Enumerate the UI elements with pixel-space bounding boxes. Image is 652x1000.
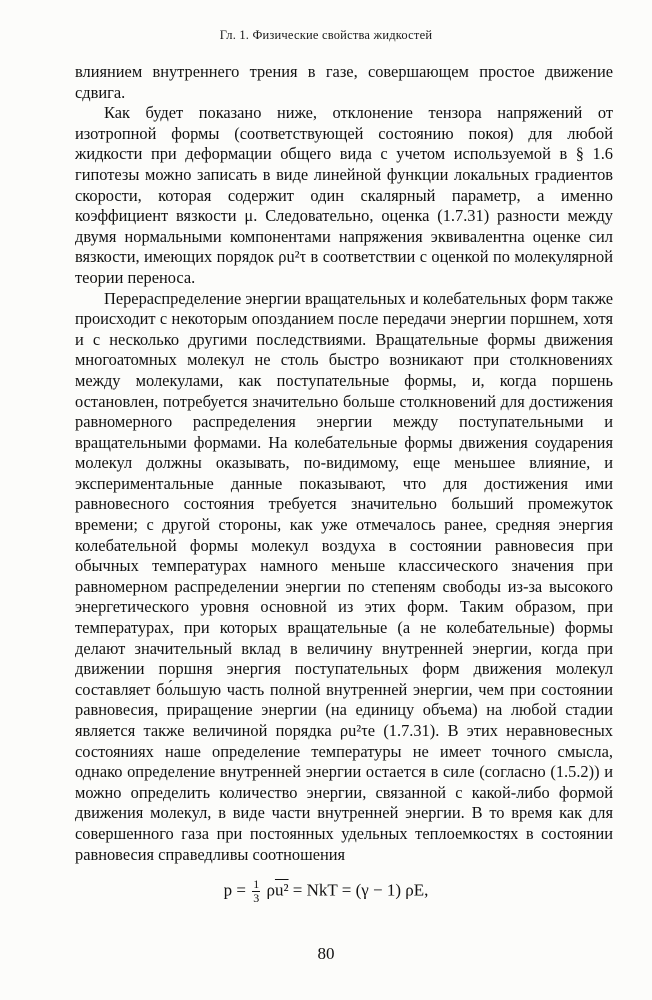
paragraph-1: влиянием внутреннего трения в газе, совершающем простое движение сдвига. bbox=[75, 62, 613, 102]
fraction-numerator: 1 bbox=[253, 877, 260, 891]
formula-lhs: p = bbox=[223, 880, 246, 900]
paragraph-2: Как будет показано ниже, отклонение тензора напряжений от изотропной формы (соответствующей состоянию покоя) для любой жидкости при деформации общего вида с учетом используемой в § 1.6 гипотезы можно записать в виде линейной функции локальных градиентов скорости, которая содержит один скалярный параметр, а именно коэффициент вязкости μ. Следовательно, оценка (1.7.31) разности между двумя нормальными компонентами напряжения эквивалентна оценке сил вязкости, имеющих порядок ρu²τ в соответствии с оценкой по молекулярной теории переноса. bbox=[75, 103, 613, 287]
formula-rhs: = NkT = (γ − 1) ρE, bbox=[288, 880, 429, 900]
running-head: Гл. 1. Физические свойства жидкостей bbox=[219, 28, 433, 42]
formula-rho: ρ bbox=[266, 880, 275, 900]
fraction-denominator: 3 bbox=[253, 891, 260, 905]
paragraph-3: Перераспределение энергии вращательных и колебательных форм также происходит с некоторым опозданием после передачи энергии поршнем, хотя и с несколько другими последствиями. Вращательные формы движения многоатомных молекул не столь быстро возникают при столкновениях между молекулами, как поступательные формы, и, когда поршень остановлен, потребуется значительно больше столкновений для достижения равномерного распределения энергии между поступательными и вращательными формами. На колебательные формы движения соударения молекул должны оказывать, по-видимому, еще меньшее влияние, и экспериментальные данные показывают, что для достижения ими равновесного состояния требуется значительно больший промежуток времени; с другой стороны, как уже отмечалось ранее, средняя энергия колебательной формы молекул воздуха в состоянии равновесия при обычных температурах намного меньше классического значения при равномерном распределении энергии по степеням свободы из-за высокого энергетического уровня основной из этих форм. Таким образом, при температурах, при которых вращательные (а не колебательные) формы делают значительный вклад в величину внутренней энергии, когда при движении поршня энергия поступательных форм движения молекул составляет бо́льшую часть полной внутренней энергии, чем при состоянии равновесия, приращение энергии (на единицу объема) на любой стадии является также величиной порядка ρu²τe (1.7.31). В этих неравновесных состояниях наше определение температуры не имеет точного смысла, однако определение внутренней энергии остается в силе (согласно (1.5.2)) и можно определить количество энергии, связанной с какой-либо формой движения молекул, в виде части внутренней энергии. В то время как для совершенного газа при постоянных удельных теплоемкостях в состоянии равновесия справедливы соотношения bbox=[75, 288, 613, 864]
display-formula bbox=[0, 878, 652, 905]
body-text bbox=[75, 62, 613, 865]
formula-mean-square-velocity: u² bbox=[274, 880, 289, 900]
formula-fraction bbox=[252, 878, 260, 905]
page-number: 80 bbox=[317, 944, 335, 963]
